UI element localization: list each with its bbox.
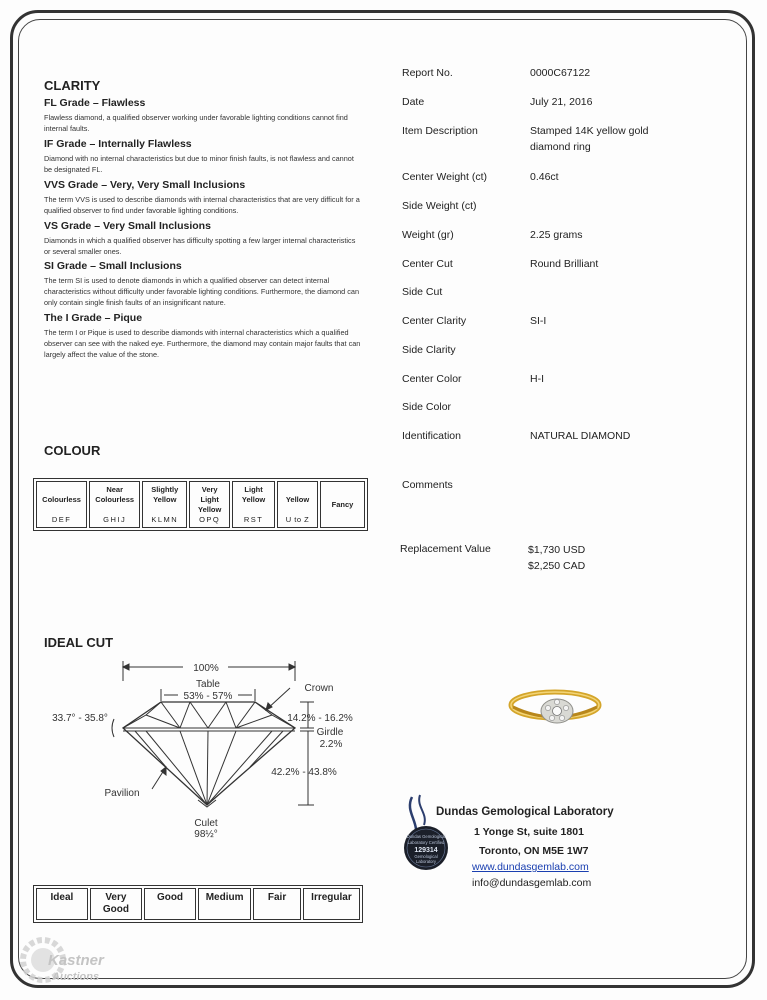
girdle-label: Girdle xyxy=(316,727,344,738)
culet-value-label: 98½° xyxy=(194,829,218,840)
colour-cell-yellow xyxy=(277,481,318,528)
center-weight-label: Center Weight (ct) xyxy=(402,171,487,183)
item-description-line1: Stamped 14K yellow gold xyxy=(530,125,649,137)
kastner-auctions-watermark xyxy=(8,925,118,995)
stamp-line-4: Gemological xyxy=(414,854,438,859)
colour-letters: GHIJ xyxy=(103,515,127,524)
clarity-grades xyxy=(44,97,362,364)
lab-name: Dundas Gemological Laboratory xyxy=(436,806,614,818)
weight-label: Weight (gr) xyxy=(402,229,454,241)
clarity-grade-i xyxy=(44,312,362,364)
colour-letters: OPQ xyxy=(199,515,221,524)
grade-title: FL Grade – Flawless xyxy=(44,97,146,109)
pavilion-depth-label: 42.2% - 43.8% xyxy=(271,767,337,778)
side-weight-label: Side Weight (ct) xyxy=(402,200,477,212)
grade-description: Diamonds in which a qualified observer has difficulty spotting a few larger internal characteristics or several smaller ones. xyxy=(44,236,356,256)
table-range-label: 53% - 57% xyxy=(183,691,233,702)
clarity-grade-vvs xyxy=(44,179,362,220)
crown-label: Crown xyxy=(304,683,334,694)
cut-grade-medium: Medium xyxy=(198,888,251,920)
ideal-cut-diagram xyxy=(40,655,370,840)
colour-letters: RST xyxy=(243,515,264,524)
identification-label: Identification xyxy=(402,430,461,442)
center-cut-label: Center Cut xyxy=(402,258,453,270)
center-clarity-value: SI-I xyxy=(530,315,547,327)
grade-title: SI Grade – Small Inclusions xyxy=(44,260,182,272)
watermark-line1: Kastner xyxy=(48,952,104,969)
stamp-line-5: Laboratory xyxy=(415,859,437,864)
arrow-left xyxy=(123,664,129,670)
colour-cell-slightly-yellow xyxy=(142,481,187,528)
cut-grade-good: Good xyxy=(144,888,196,920)
report-no-value: 0000C67122 xyxy=(530,67,591,79)
cut-grade-very-good: Very Good xyxy=(90,888,142,920)
side-cut-label: Side Cut xyxy=(402,286,443,298)
item-description-value xyxy=(530,123,649,155)
date-label: Date xyxy=(402,96,425,108)
arrow-right xyxy=(289,664,295,670)
stamp-number: 129314 xyxy=(414,847,438,854)
grade-description: The term VVS is used to describe diamonds with internal characteristics that are very difficult for a qualified observer to find under favorable lighting conditions. xyxy=(44,195,360,215)
grade-title: VVS Grade – Very, Very Small Inclusions xyxy=(44,179,246,191)
colour-letters: KLMN xyxy=(151,515,179,524)
table-label: Table xyxy=(196,679,220,690)
colour-name: Near Colourless xyxy=(95,485,135,504)
weight-value: 2.25 grams xyxy=(530,229,583,241)
grade-title: VS Grade – Very Small Inclusions xyxy=(44,220,211,232)
culet-label: Culet xyxy=(194,818,218,829)
colour-cell-near-colourless xyxy=(89,481,140,528)
center-color-label: Center Color xyxy=(402,373,462,385)
clarity-heading: CLARITY xyxy=(44,78,101,93)
colour-name: Very Light Yellow xyxy=(198,485,222,514)
clarity-grade-si xyxy=(44,260,362,312)
center-clarity-label: Center Clarity xyxy=(402,315,467,327)
colour-letters: U to Z xyxy=(285,515,310,524)
center-cut-value: Round Brilliant xyxy=(530,258,599,270)
crown-height-label: 14.2% - 16.2% xyxy=(287,713,353,724)
item-description-line2: diamond ring xyxy=(530,141,591,153)
watermark-line2: Auctions xyxy=(52,971,100,983)
colour-heading: COLOUR xyxy=(44,443,101,458)
center-color-value: H-I xyxy=(530,373,544,385)
comments-label: Comments xyxy=(402,479,453,491)
grade-description: Diamond with no internal characteristics but due to minor finish faults, is not flawless and cannot be designated FL. xyxy=(44,154,354,174)
cut-grade-ideal: Ideal xyxy=(36,888,88,920)
lab-address-line1: 1 Yonge St, suite 1801 xyxy=(474,826,584,838)
grade-description: The term I or Pique is used to describe diamonds with internal characteristics which a qualified observer can see with the naked eye. Furthermore, the diamond may contain major faults that can largely affect the value of the stone. xyxy=(44,328,361,359)
side-color-label: Side Color xyxy=(402,401,452,413)
pavilion-label: Pavilion xyxy=(104,788,140,799)
ideal-cut-heading: IDEAL CUT xyxy=(44,635,114,650)
lab-email: info@dundasgemlab.com xyxy=(472,877,592,889)
stamp-line-2: Laboratory Certified xyxy=(407,840,445,845)
report-no-label: Report No. xyxy=(402,67,453,79)
cut-grade-irregular: Irregular xyxy=(303,888,360,920)
stamp-line-1: Dundas Gemological xyxy=(406,834,446,839)
colour-cell-colourless xyxy=(36,481,87,528)
colour-letters: DEF xyxy=(51,515,72,524)
colour-name: Yellow xyxy=(285,495,310,504)
center-weight-value: 0.46ct xyxy=(530,171,559,183)
lab-address-line2: Toronto, ON M5E 1W7 xyxy=(479,845,589,857)
clarity-grade-if xyxy=(44,138,362,179)
colour-cell-light-yellow xyxy=(232,481,275,528)
replacement-value xyxy=(528,542,585,574)
side-clarity-label: Side Clarity xyxy=(402,344,456,356)
colour-cell-fancy xyxy=(320,481,365,528)
width-percent-label: 100% xyxy=(193,663,219,674)
replacement-value-usd: $1,730 USD xyxy=(528,544,586,556)
lab-seal-stamp xyxy=(394,793,469,873)
cut-grade-fair: Fair xyxy=(253,888,301,920)
replacement-value-label: Replacement Value xyxy=(400,543,491,555)
lab-website-link[interactable]: www.dundasgemlab.com xyxy=(472,861,589,873)
ring-photo xyxy=(505,685,605,735)
grade-title: IF Grade – Internally Flawless xyxy=(44,138,192,150)
grade-description: Flawless diamond, a qualified observer working under favorable lighting conditions cannot find internal faults. xyxy=(44,113,348,133)
item-description-label: Item Description xyxy=(402,125,478,137)
cut-grade-table xyxy=(33,885,363,923)
crown-angle-label: 33.7° - 35.8° xyxy=(52,713,108,724)
colour-name: Colourless xyxy=(42,495,81,504)
colour-cell-very-light-yellow xyxy=(189,481,230,528)
identification-value: NATURAL DIAMOND xyxy=(530,430,631,442)
grade-description: The term SI is used to denote diamonds in which a qualified observer can detect internal characteristics without difficulty under favorable lighting conditions. Furthermore, the diamond can only contain single finish faults of an insignificant nature. xyxy=(44,276,360,307)
clarity-grade-vs xyxy=(44,220,362,260)
colour-name: Fancy xyxy=(331,500,354,509)
colour-name: Light Yellow xyxy=(241,485,266,504)
grade-title: The I Grade – Pique xyxy=(44,312,143,324)
girdle-value-label: 2.2% xyxy=(319,739,343,750)
replacement-value-cad: $2,250 CAD xyxy=(528,560,586,572)
date-value: July 21, 2016 xyxy=(530,96,593,108)
colour-scale-table xyxy=(33,478,368,531)
colour-name: Slightly Yellow xyxy=(151,485,179,504)
diamond-outline xyxy=(123,702,295,805)
clarity-grade-fl xyxy=(44,97,362,138)
